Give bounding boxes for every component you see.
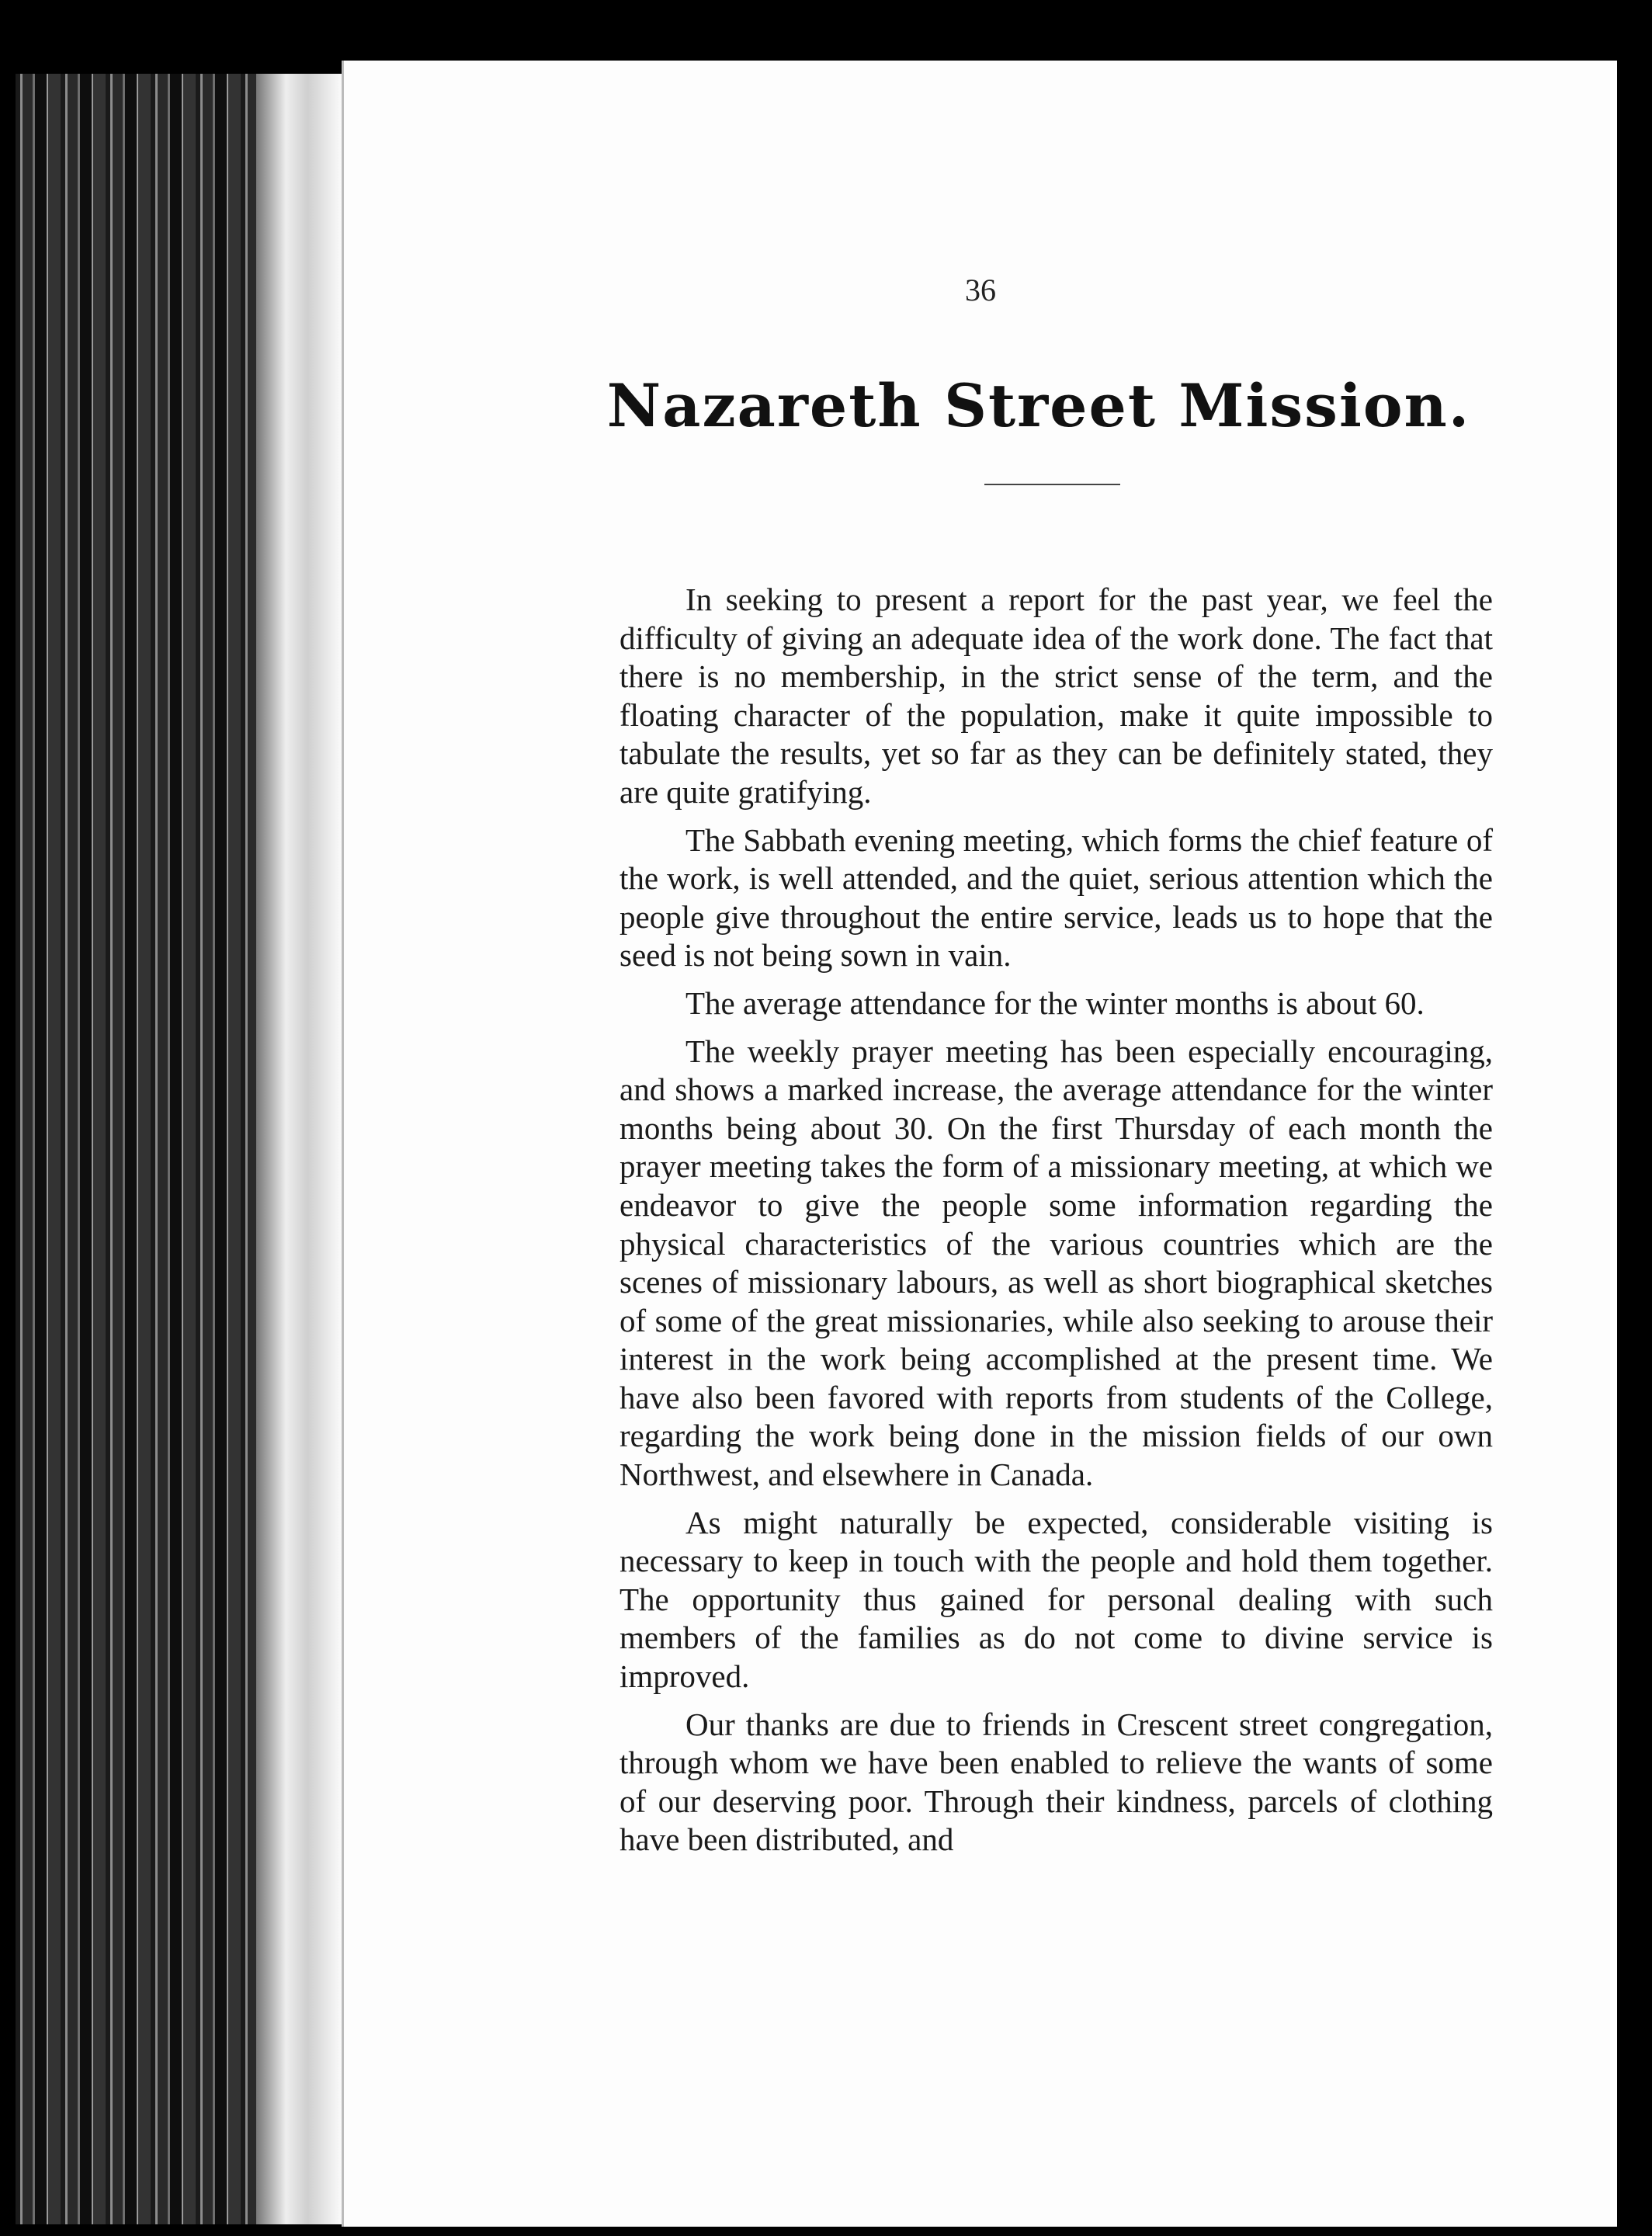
page-number: 36 xyxy=(965,273,996,307)
paragraph: The Sabbath evening meeting, which forms the chief feature of the work, is well attended, and the quiet, serious attention which the people give throughout the entire service, leads us to hope that the seed is not being sown in vain. xyxy=(620,821,1493,974)
book-shadow xyxy=(1621,0,1652,2236)
paragraph: The weekly prayer meeting has been especially encouraging, and shows a marked increase, the average attendance for the winter months being about 30. On the first Thursday of each month the prayer meeting takes the form of a missionary meeting, at which we endeavor to give the people some information regarding the physical characteristics of the various countries which are the scenes of missionary labours, as well as short biographical sketches of some of the great missionaries, while also seeking to arouse their interest in the work being accomplished at the present time. We have also been favored with reports from students of the College, regarding the work being done in the mission fields of our own Northwest, and elsewhere in Canada. xyxy=(620,1033,1493,1493)
title-divider xyxy=(984,484,1120,485)
body-text xyxy=(620,581,1493,1869)
page-edges xyxy=(16,74,342,2224)
book-page xyxy=(342,61,1617,2227)
paragraph: As might naturally be expected, considerable visiting is necessary to keep in touch with the people and hold them together. The opportunity thus gained for personal dealing with such members of the families as do not come to divine service is improved. xyxy=(620,1504,1493,1695)
page-title: Nazareth Street Mission. xyxy=(606,371,1471,440)
paragraph: Our thanks are due to friends in Crescent street congregation, through whom we have been enabled to relieve the wants of some of our deserving poor. Through their kindness, parcels of clothing have been distributed, and xyxy=(620,1706,1493,1858)
paragraph: The average attendance for the winter months is about 60. xyxy=(685,984,1425,1021)
paragraph: In seeking to present a report for the past year, we feel the difficulty of giving an adequate idea of the work done. The fact that there is no membership, in the strict sense of the term, and the floating character of the population, make it quite impossible to tabulate the results, yet so far as they can be definitely stated, they are quite gratifying. xyxy=(620,582,1493,810)
